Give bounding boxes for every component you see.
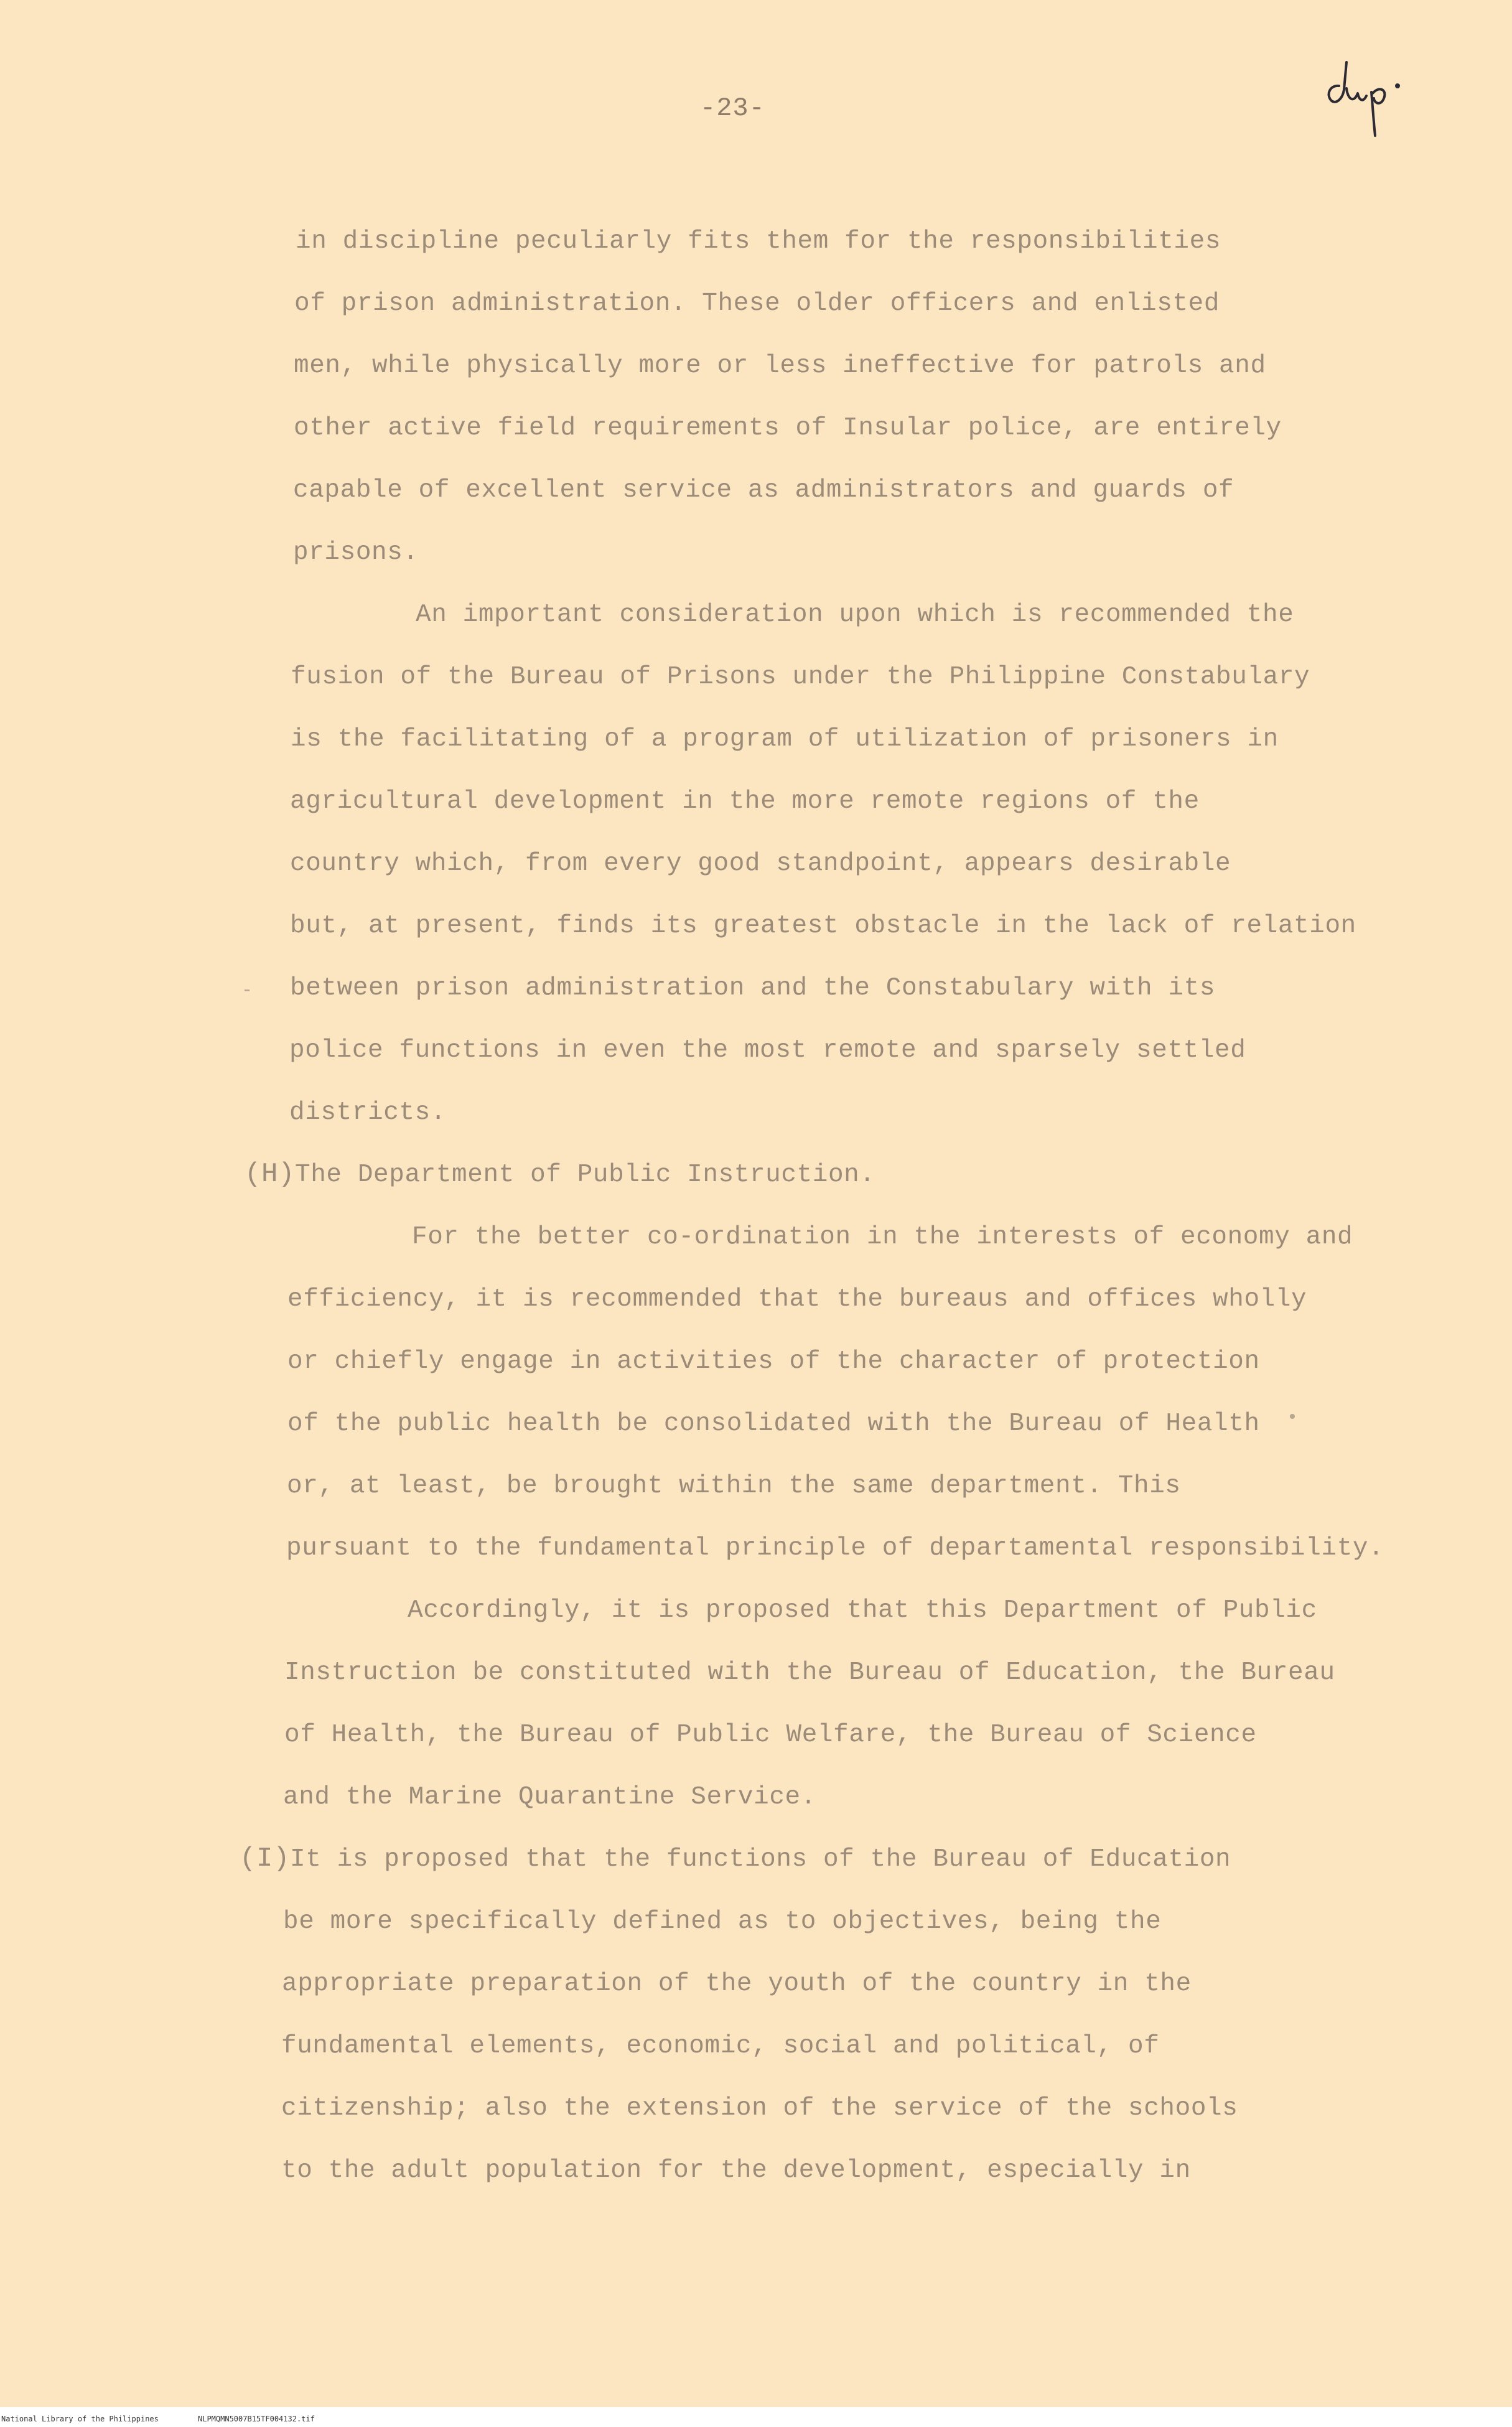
text-line: prisons. [293, 538, 419, 567]
text-line: appropriate preparation of the youth of the country in the [282, 1970, 1192, 1998]
text-line: of the public health be consolidated with the Bureau of Health [287, 1410, 1260, 1438]
section-heading-i [240, 1843, 1231, 1874]
text-line: men, while physically more or less ineffective for patrols and [294, 352, 1266, 380]
text-line: Accordingly, it is proposed that this Department of Public [408, 1596, 1317, 1625]
text-line: Instruction be constituted with the Bureau of Education, the Bureau [284, 1658, 1335, 1687]
text-line: is the facilitating of a program of utilization of prisoners in [291, 725, 1279, 754]
stray-mark: • [1287, 1408, 1299, 1429]
text-line: or, at least, be brought within the same department. This [287, 1472, 1181, 1500]
section-heading-h [245, 1159, 875, 1190]
text-line: between prison administration and the Constabulary with its [290, 974, 1216, 1003]
text-line: capable of excellent service as administrators and guards of [293, 476, 1234, 505]
text-line: or chiefly engage in activities of the character of protection [287, 1347, 1260, 1376]
page-number: -23- [700, 93, 765, 123]
footer-library-name: National Library of the Philippines [1, 2415, 159, 2423]
text-line: fundamental elements, economic, social and political, of [281, 2032, 1160, 2060]
text-line: to the adult population for the development, especially in [281, 2156, 1191, 2185]
section-marker-h: (H) [245, 1159, 296, 1190]
text-line: and the Marine Quarantine Service. [283, 1783, 816, 1812]
text-line: agricultural development in the more remote regions of the [290, 787, 1200, 816]
text-line: be more specifically defined as to objectives, being the [283, 1907, 1162, 1936]
text-line: pursuant to the fundamental principle of departamental responsibility. [286, 1534, 1384, 1563]
footer-filename: NLPMQMN5007B15TF004132.tif [198, 2415, 315, 2423]
text-line: but, at present, finds its greatest obstacle in the lack of relation [290, 912, 1356, 940]
text-line: citizenship; also the extension of the service of the schools [281, 2094, 1238, 2123]
section-marker-i: (I) [240, 1843, 291, 1874]
handwritten-note [1319, 44, 1419, 143]
section-heading-text: The Department of Public Instruction. [295, 1161, 875, 1189]
text-line: country which, from every good standpoint, appears desirable [290, 849, 1231, 878]
text-line: For the better co-ordination in the interests of economy and [412, 1223, 1353, 1251]
text-line: in discipline peculiarly fits them for the responsibilities [296, 227, 1221, 256]
text-line: police functions in even the most remote and sparsely settled [289, 1036, 1246, 1065]
text-line: other active field requirements of Insular police, are entirely [294, 414, 1282, 442]
section-heading-text: It is proposed that the functions of the Bureau of Education [290, 1845, 1231, 1874]
handwritten-dup-signature [1319, 44, 1419, 143]
text-line: An important consideration upon which is recommended the [416, 601, 1294, 629]
stray-mark: ‐ [241, 980, 253, 1001]
text-line: districts. [289, 1098, 447, 1127]
text-line: efficiency, it is recommended that the bureaus and offices wholly [287, 1285, 1307, 1314]
text-line: of prison administration. These older officers and enlisted [294, 289, 1220, 318]
text-line: fusion of the Bureau of Prisons under the Philippine Constabulary [291, 663, 1310, 691]
text-line: of Health, the Bureau of Public Welfare, the Bureau of Science [284, 1721, 1257, 1749]
